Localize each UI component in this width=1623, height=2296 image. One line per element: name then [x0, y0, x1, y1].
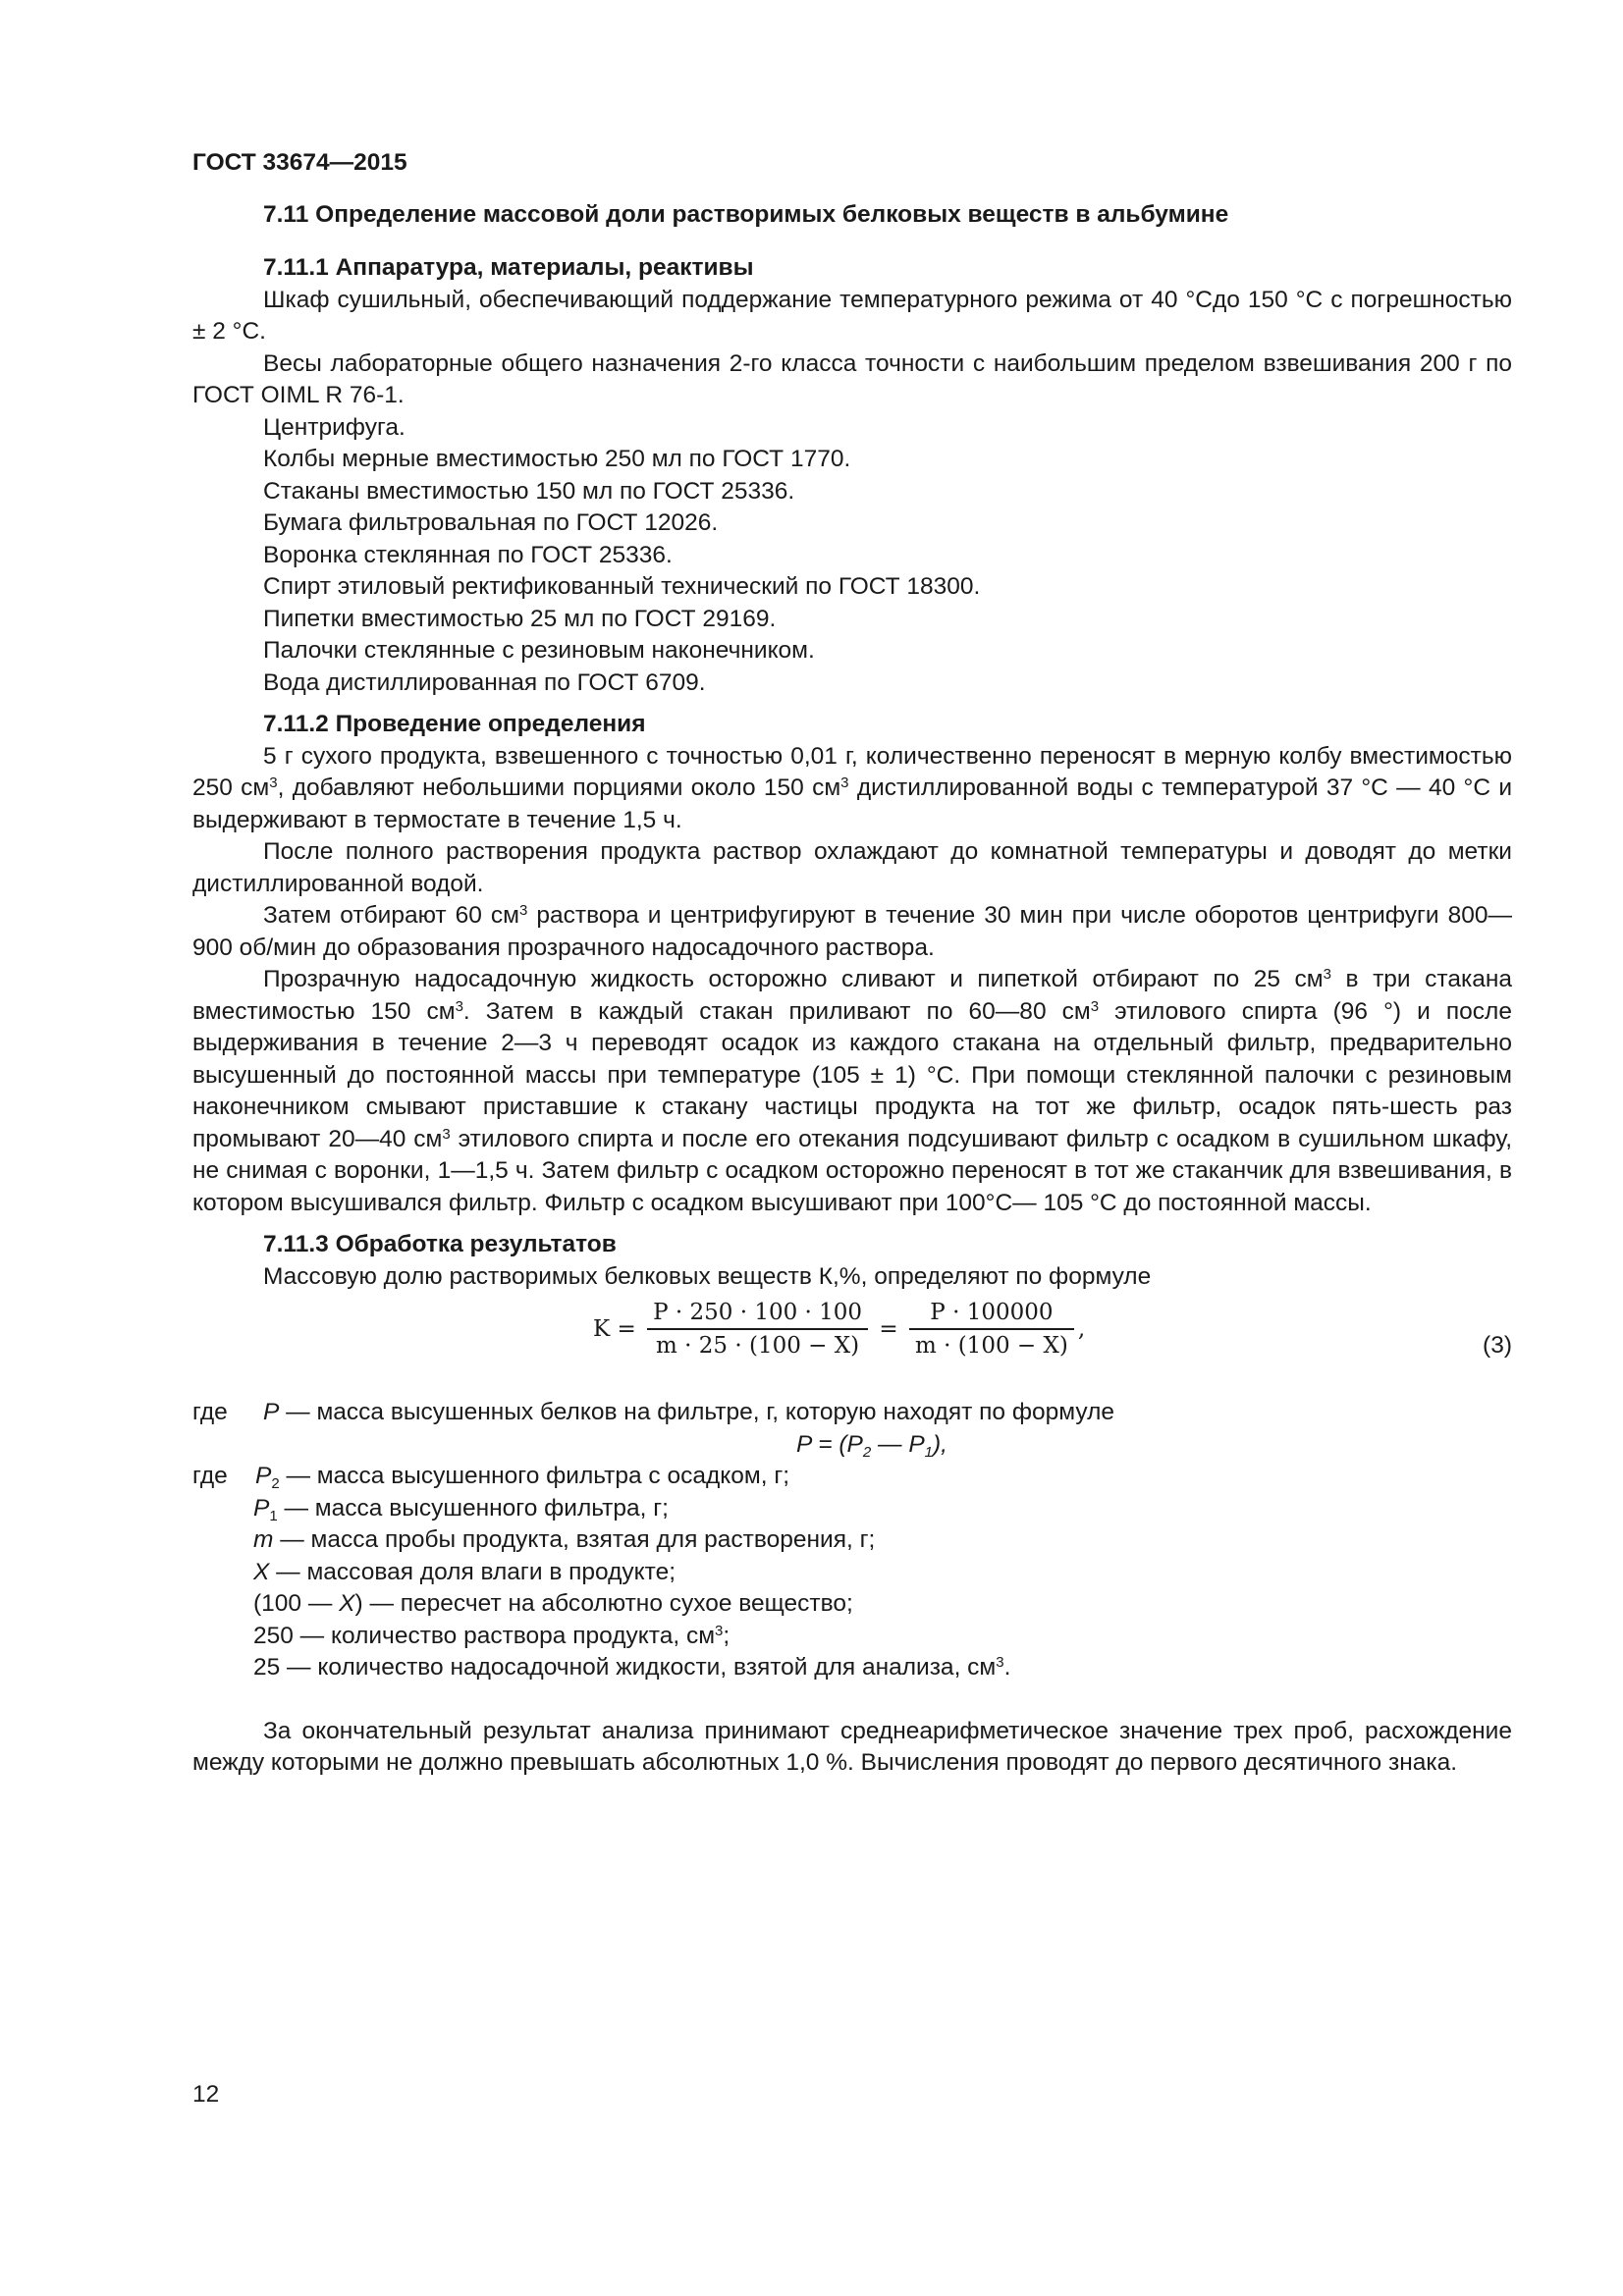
legend-250: 250 — количество раствора продукта, $см^3$; [253, 1622, 730, 1649]
procedure-paragraph-1: 5 г сухого продукта, взвешенного с точностью 0,01 г, количественно переносят в мерную колбу вместимостью 250 $см^3$, добавляют небольшими порциями около 150 $см^3$ дистиллированной воды с температурой 37 °С — 40 °С и выдерживают в термостате в течение 1,5 ч. [192, 742, 1513, 833]
procedure-paragraph-2: После полного растворения продукта раствор охлаждают до комнатной температуры и доводят до метки дистиллированной водой. [192, 838, 1512, 897]
apparatus-item: Палочки стеклянные с резиновым наконечником. [263, 637, 815, 664]
apparatus-item: Воронка стеклянная по ГОСТ 25336. [263, 541, 673, 568]
formula-lhs: K = [593, 1315, 636, 1342]
formula-equals: = [879, 1315, 898, 1342]
procedure-paragraph-4: Прозрачную надосадочную жидкость осторожно сливают и пипеткой отбирают по 25 $см^3$ в три стакана вместимостью 150 $см^3$. Затем в каждый стакан приливают по 60—80 $см^3$ этилового спирта (96 °) и после выдерживания в течение 2—3 ч переводят осадок из каждого стакана на отдельный фильтр, предварительно высушенный до постоянной массы при температуре (105 ± 1) °С. При помощи стеклянной палочки с резиновым наконечником смывают приставшие к стакану частицы продукта на тот же фильтр, осадок пять-шесть раз промывают 20—40 $см^3$ этилового спирта и после его отекания подсушивают фильтр с осадком в сушильном шкафу, не снимая с воронки, 1—1,5 ч. Затем фильтр с осадком осторожно переносят в тот же стаканчик для взвешивания, в котором высушивался фильтр. Фильтр с осадком высушивают при 100°С— 105 °С до постоянной массы. [192, 966, 1512, 1216]
where-p: где P — масса высушенных белков на фильтре, г, которую находят по формуле [192, 1397, 1512, 1429]
results-heading: 7.11.3 Обработка результатов [263, 1231, 617, 1257]
legend-25: 25 — количество надосадочной жидкости, взятой для анализа, $см^3$. [253, 1654, 1011, 1681]
formula-block [192, 1295, 1512, 1397]
paragraph-oven: Шкаф сушильный, обеспечивающий поддержание температурного режима от 40 °Сдо 150 °С с погрешностью ± 2 °С. [192, 286, 1512, 345]
var-p: P [263, 1399, 280, 1425]
subformula-p: $P = (P_2$ — $P_1$), [796, 1430, 947, 1461]
apparatus-item: Пипетки вместимостью 25 мл по ГОСТ 29169. [263, 605, 777, 632]
where-label: где [192, 1399, 228, 1425]
legend-dry: (100 — X) — пересчет на абсолютно сухое вещество; [253, 1590, 853, 1617]
formula-comma: , [1077, 1315, 1086, 1342]
section-title: 7.11 Определение массовой доли растворимых белковых веществ в альбумине [263, 200, 1229, 228]
where-p2: где $P_2$ — масса высушенного фильтра с осадком, г; [192, 1463, 790, 1492]
formula-k [593, 1297, 1085, 1362]
apparatus-item: Центрифуга. [263, 413, 406, 441]
results-intro: Массовую долю растворимых белковых веществ К,%, определяют по формуле [263, 1262, 1152, 1290]
apparatus-item: Стаканы вместимостью 150 мл по ГОСТ 25336. [263, 477, 795, 505]
apparatus-item: Колбы мерные вместимостью 250 мл по ГОСТ 1770. [263, 446, 851, 472]
apparatus-item: Бумага фильтровальная по ГОСТ 12026. [263, 509, 719, 536]
apparatus-heading: 7.11.1 Аппаратура, материалы, реактивы [263, 254, 754, 281]
formula-denominator-2: m · (100 − X) [914, 1333, 1068, 1359]
formula-numerator-2: P · 100000 [909, 1297, 1074, 1330]
where-label: где [192, 1463, 228, 1489]
page-number: 12 [192, 2081, 220, 2108]
standard-number: ГОСТ 33674—2015 [192, 149, 407, 176]
formula-numerator-1: P · 250 · 100 · 100 [647, 1297, 868, 1330]
formula-denominator-1: m · 25 · (100 − X) [656, 1333, 860, 1359]
paragraph-scales: Весы лабораторные общего назначения 2-го класса точности с наибольшим пределом взвешивания 200 г по ГОСТ OIML R 76-1. [192, 349, 1512, 408]
formula-number: (3) [1483, 1332, 1512, 1359]
legend-p1: $P_1$ — масса высушенного фильтра, г; [253, 1494, 669, 1524]
formula-fraction-1 [647, 1297, 868, 1362]
legend-x: X — массовая доля влаги в продукте; [253, 1558, 676, 1585]
final-paragraph: За окончательный результат анализа принимают среднеарифметическое значение трех проб, расхождение между которыми не должно превышать абсолютных 1,0 %. Вычисления проводят до первого десятичного знака. [192, 1717, 1512, 1776]
apparatus-item: Вода дистиллированная по ГОСТ 6709. [263, 668, 706, 696]
legend-m: m — масса пробы продукта, взятая для растворения, г; [253, 1526, 876, 1553]
formula-fraction-2 [909, 1297, 1074, 1362]
apparatus-item: Спирт этиловый ректификованный технический по ГОСТ 18300. [263, 573, 981, 600]
procedure-heading: 7.11.2 Проведение определения [263, 711, 646, 737]
document-page [192, 147, 1512, 1780]
procedure-paragraph-3: Затем отбирают 60 $см^3$ раствора и центрифугируют в течение 30 мин при числе оборотов центрифуги 800—900 об/мин до образования прозрачного надосадочного раствора. [192, 902, 1513, 961]
